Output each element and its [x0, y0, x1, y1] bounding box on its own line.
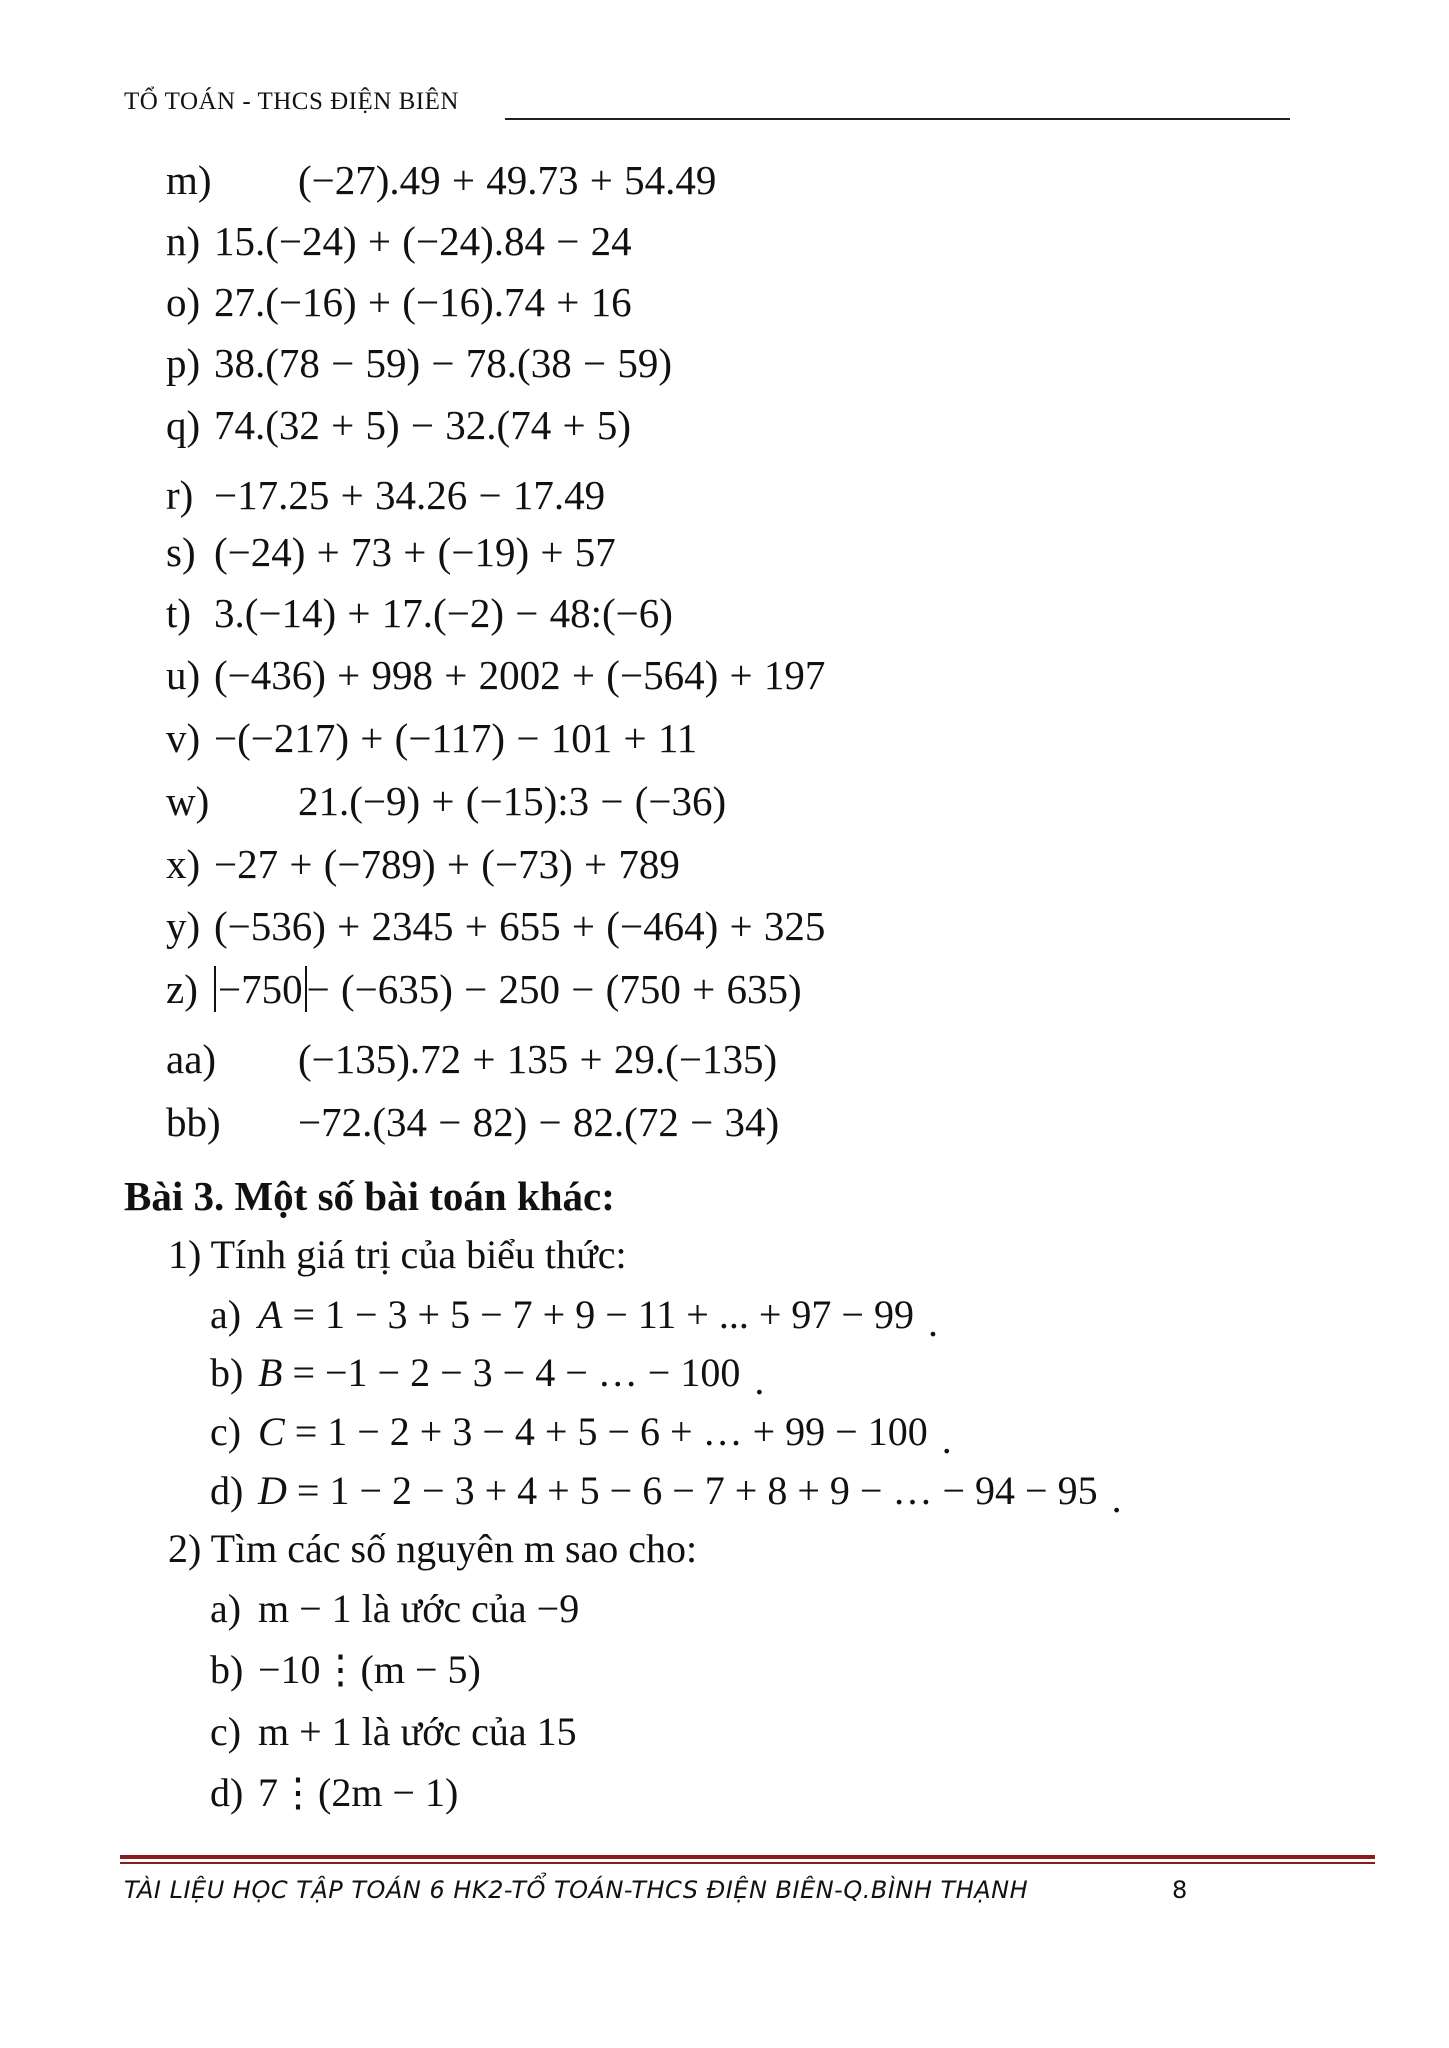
item-expression: 7⋮(2m − 1)	[258, 1770, 459, 1815]
item-expression: (−536) + 2345 + 655 + (−464) + 325	[214, 903, 826, 949]
item-expression: (−27).49 + 49.73 + 54.49	[298, 157, 717, 203]
item-label: r)	[166, 472, 194, 518]
item-label: c)	[210, 1409, 242, 1454]
variable-name: C	[258, 1409, 285, 1454]
part2-item-c	[210, 1707, 577, 1757]
item-label: z)	[166, 966, 198, 1012]
item-label: b)	[210, 1350, 244, 1395]
exercise-item-q	[166, 400, 631, 450]
item-expression: = 1 − 3 + 5 − 7 + 9 − 11 + ... + 97 − 99	[282, 1292, 914, 1337]
item-label: o)	[166, 279, 201, 325]
page-header: TỔ TOÁN - THCS ĐIỆN BIÊN	[124, 88, 459, 115]
item-label: n)	[166, 218, 201, 264]
item-label: aa)	[166, 1036, 217, 1082]
exercise-item-r	[166, 470, 605, 520]
item-expression: 38.(78 − 59) − 78.(38 − 59)	[214, 340, 672, 386]
exercise-item-m	[166, 155, 716, 205]
item-expression: −27 + (−789) + (−73) + 789	[214, 841, 680, 887]
exercise-item-o	[166, 277, 632, 327]
exercise-item-bb	[166, 1097, 779, 1147]
part1-heading: 1) Tính giá trị của biểu thức:	[168, 1232, 627, 1277]
exercise-item-v	[166, 713, 697, 763]
end-period: .	[1111, 1476, 1122, 1521]
item-expression: −17.25 + 34.26 − 17.49	[214, 472, 606, 518]
exercise-item-aa	[166, 1034, 777, 1084]
page-footer: TÀI LIỆU HỌC TẬP TOÁN 6 HK2-TỔ TOÁN-THCS ĐIỆN BIÊN-Q.BÌNH THẠNH	[124, 1876, 1029, 1904]
footer-rule-thick	[120, 1855, 1375, 1859]
item-label: p)	[166, 340, 201, 386]
end-period: .	[927, 1300, 938, 1345]
item-label: q)	[166, 402, 201, 448]
item-expression: 21.(−9) + (−15):3 − (−36)	[298, 778, 727, 824]
item-expression: = −1 − 2 − 3 − 4 − … − 100	[282, 1350, 741, 1395]
exercise-item-p	[166, 338, 672, 388]
header-rule	[505, 118, 1290, 120]
item-label: u)	[166, 652, 201, 698]
exercise-item-z	[166, 964, 802, 1014]
item-label: a)	[210, 1586, 242, 1631]
section-title: Bài 3. Một số bài toán khác:	[124, 1173, 615, 1219]
variable-name: B	[258, 1350, 283, 1395]
end-period: .	[941, 1417, 952, 1462]
item-expression: (−135).72 + 135 + 29.(−135)	[298, 1036, 778, 1082]
item-expression: −72.(34 − 82) − 82.(72 − 34)	[298, 1099, 780, 1145]
item-label: b)	[210, 1647, 244, 1692]
item-label: x)	[166, 841, 201, 887]
part2-item-a	[210, 1584, 579, 1634]
part1-item-a	[210, 1290, 938, 1345]
item-label: w)	[166, 778, 210, 824]
exercise-item-y	[166, 901, 825, 951]
item-label: a)	[210, 1292, 242, 1337]
item-label: bb)	[166, 1099, 221, 1145]
item-expression: m + 1 là ước của 15	[258, 1709, 577, 1754]
item-label: d)	[210, 1468, 244, 1513]
item-label: c)	[210, 1709, 242, 1754]
variable-name: A	[258, 1292, 283, 1337]
variable-name: D	[258, 1468, 287, 1513]
part1-item-d	[210, 1466, 1122, 1521]
absolute-value: −750	[214, 966, 307, 1012]
part2-item-d	[210, 1768, 458, 1818]
item-expression: −10⋮(m − 5)	[258, 1647, 481, 1692]
part2-heading: 2) Tìm các số nguyên m sao cho:	[168, 1526, 698, 1571]
item-label: t)	[166, 590, 192, 636]
item-expression: 3.(−14) + 17.(−2) − 48:(−6)	[214, 590, 673, 636]
item-expression: 15.(−24) + (−24).84 − 24	[214, 218, 632, 264]
exercise-item-n	[166, 216, 632, 266]
item-label: m)	[166, 157, 212, 203]
item-label: s)	[166, 529, 196, 575]
item-expression: = 1 − 2 + 3 − 4 + 5 − 6 + … + 99 − 100	[284, 1409, 928, 1454]
item-expression: (−436) + 998 + 2002 + (−564) + 197	[214, 652, 826, 698]
part2-item-b	[210, 1645, 481, 1695]
exercise-item-s	[166, 527, 616, 577]
exercise-item-t	[166, 588, 673, 638]
item-expression: (−24) + 73 + (−19) + 57	[214, 529, 616, 575]
exercise-item-w	[166, 776, 726, 826]
part1-item-b	[210, 1348, 765, 1403]
part1-item-c	[210, 1407, 952, 1462]
item-expression: − (−635) − 250 − (750 + 635)	[306, 966, 802, 1012]
end-period: .	[754, 1358, 765, 1403]
page-number: 8	[1172, 1876, 1188, 1904]
exercise-item-u	[166, 650, 825, 700]
item-expression: −(−217) + (−117) − 101 + 11	[214, 715, 698, 761]
exercise-item-x	[166, 839, 680, 889]
item-expression: m − 1 là ước của −9	[258, 1586, 580, 1631]
item-expression: 74.(32 + 5) − 32.(74 + 5)	[214, 402, 631, 448]
footer-rule-thin	[120, 1862, 1375, 1864]
item-expression: 27.(−16) + (−16).74 + 16	[214, 279, 632, 325]
item-expression: = 1 − 2 − 3 + 4 + 5 − 6 − 7 + 8 + 9 − … − 94 − 95	[286, 1468, 1098, 1513]
item-label: v)	[166, 715, 201, 761]
item-label: d)	[210, 1770, 244, 1815]
item-label: y)	[166, 903, 201, 949]
